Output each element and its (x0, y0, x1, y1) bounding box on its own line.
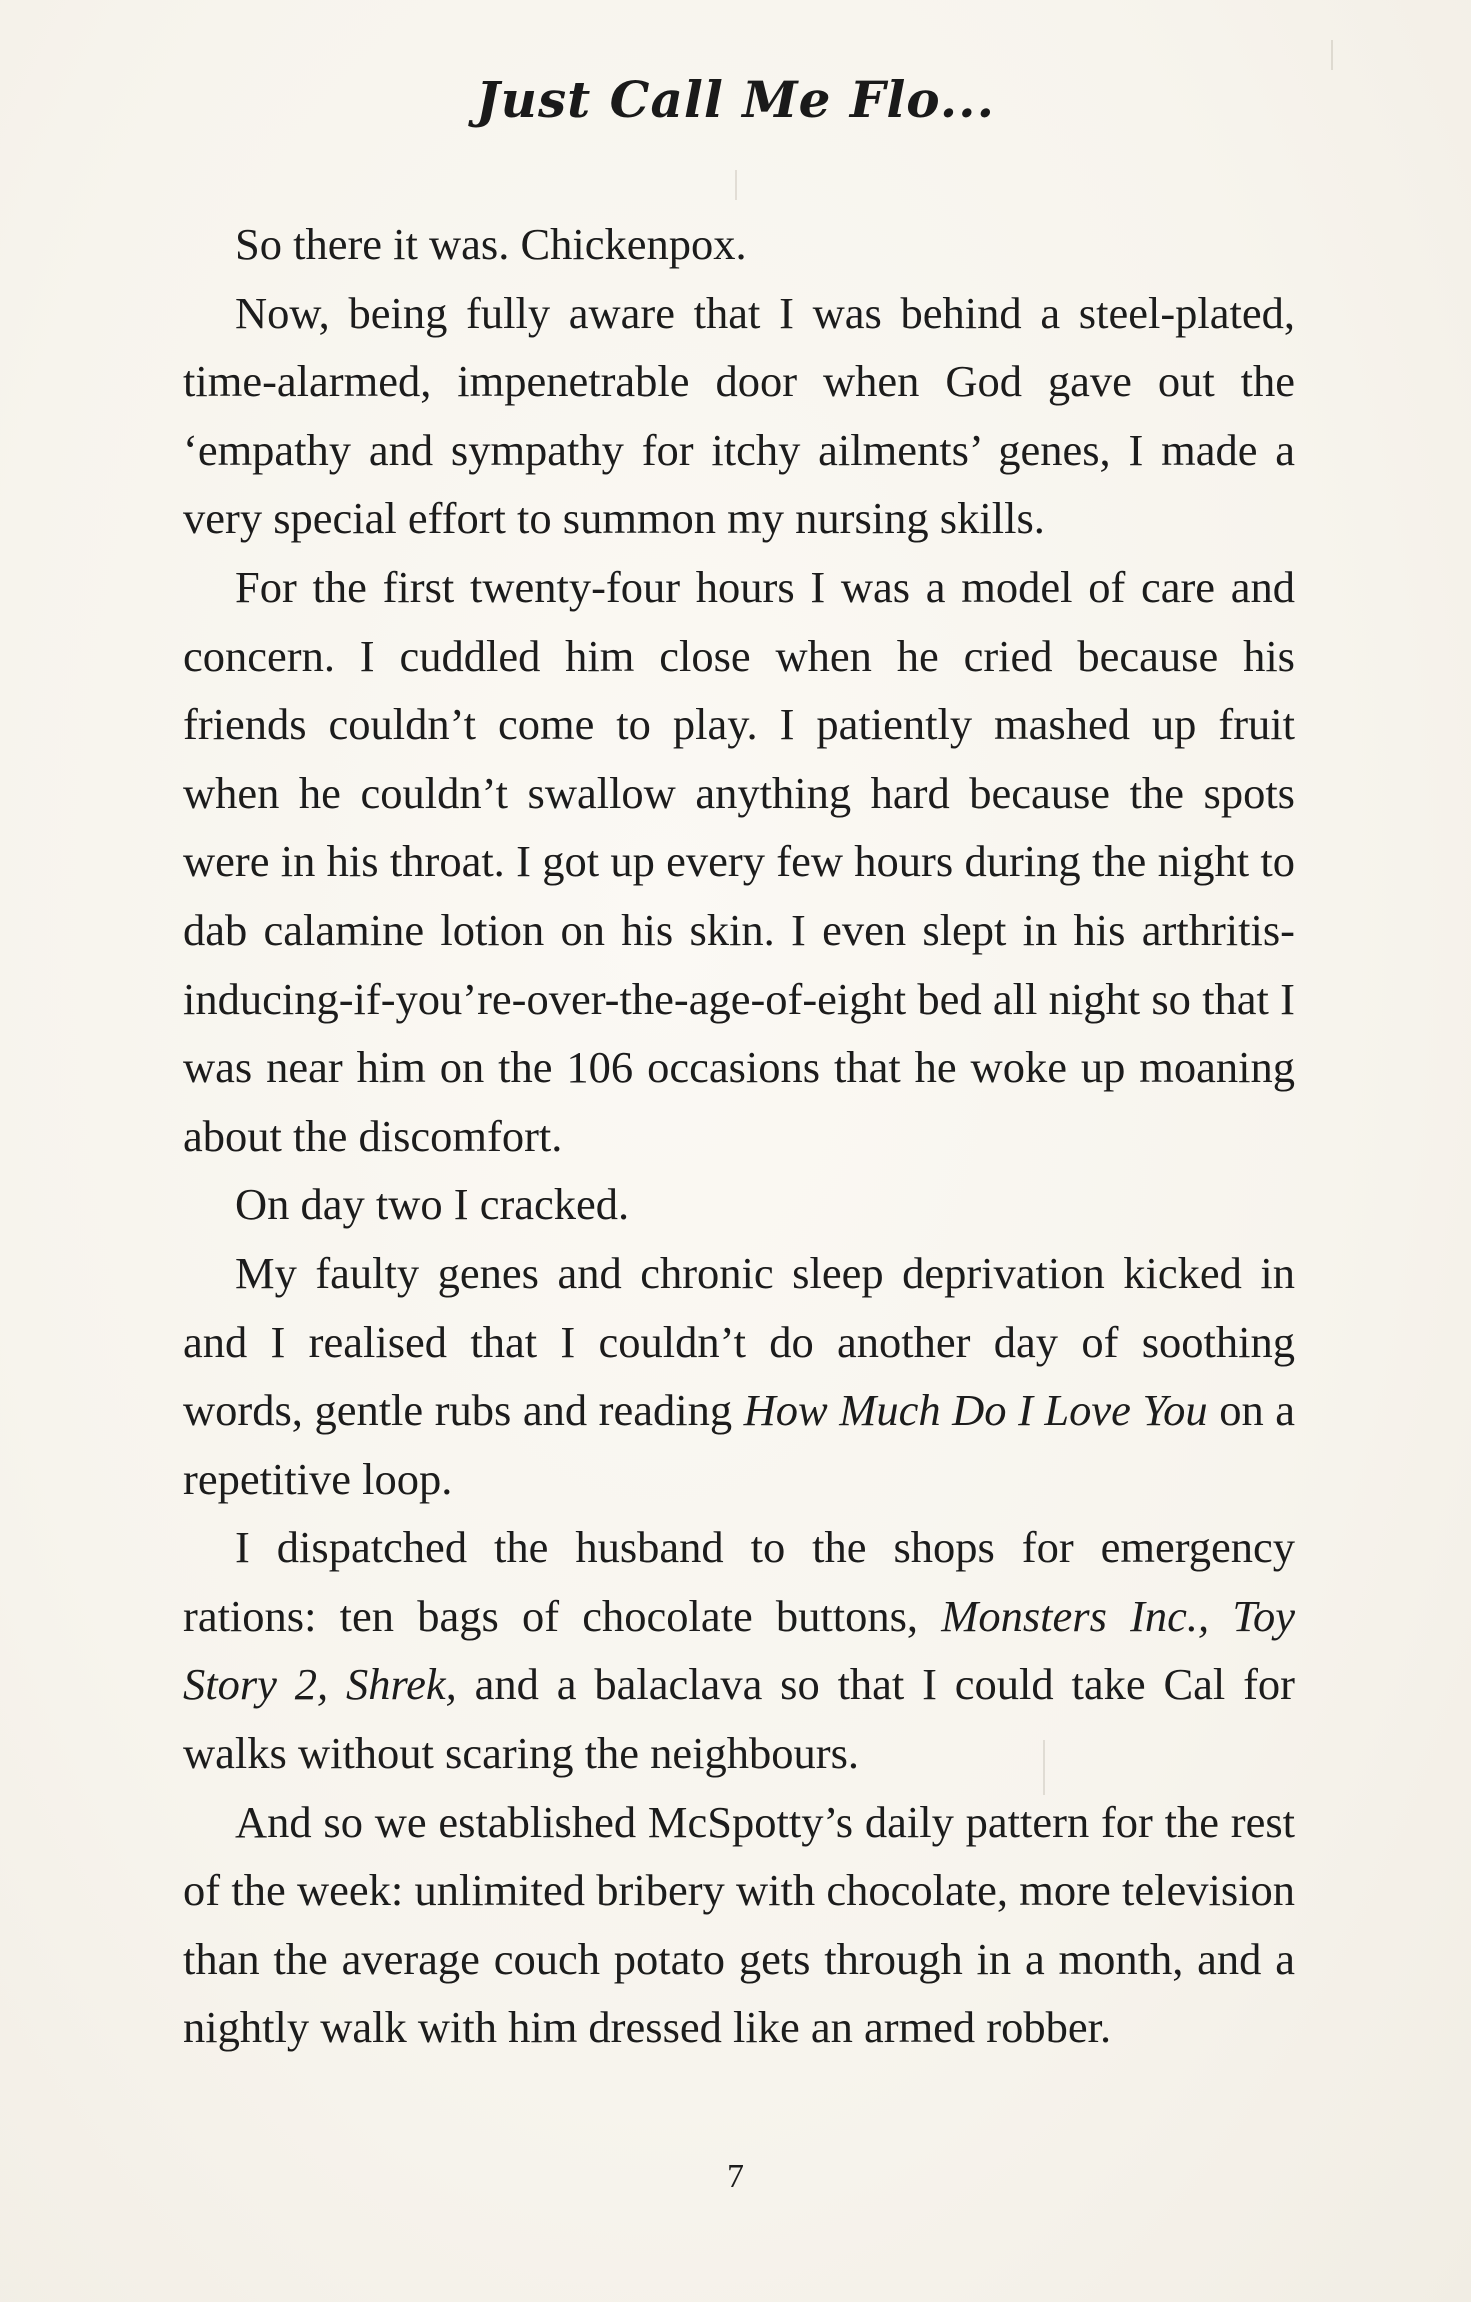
paragraph (183, 1513, 1295, 1787)
paragraph (183, 1788, 1295, 2062)
text-run: and a balaclava so that I could take Cal for walks without scaring the neighbours. (183, 1659, 1295, 1779)
text-run: My faulty genes and chronic sleep deprivation kicked in and I realised that I couldn’t do another day of soothing words, gentle rubs and reading (183, 1247, 1295, 1436)
text-run: And so we established McSpotty’s daily pattern for the rest of the week: unlimited bribery with chocolate, more television than the average couch potato gets through in a month, and a nightly walk with him dressed like an armed robber. (183, 1796, 1295, 2053)
paragraph (183, 553, 1295, 1170)
text-run: On day two I cracked. (235, 1179, 630, 1230)
scan-crease-mark (735, 170, 737, 200)
paragraph (183, 279, 1295, 553)
italic-title: Monsters Inc., Toy Story 2, Shrek, (183, 1590, 1295, 1710)
text-run: on a repetitive loop. (183, 1385, 1295, 1504)
page-number: 7 (727, 2158, 744, 2195)
text-run: I dispatched the husband to the shops for emergency rations: ten bags of chocolate buttons, (183, 1522, 1295, 1641)
paragraph (183, 1239, 1295, 1513)
text-run: Now, being fully aware that I was behind a steel-plated, time-alarmed, impenetrable door when God gave out the ‘empathy and sympathy for itchy ailments’ genes, I made a very special effort to summon my nursing skills. (183, 287, 1295, 544)
paragraph (183, 210, 1295, 279)
italic-title: How Much Do I Love You (743, 1385, 1208, 1436)
scan-crease-mark (1331, 40, 1333, 70)
text-run: For the first twenty-four hours I was a model of care and concern. I cuddled him close when he cried because his friends couldn’t come to play. I patiently mashed up fruit when he couldn’t swallow anything hard because the spots were in his throat. I got up every few hours during the night to dab calamine lotion on his skin. I even slept in his arthritis-inducing-if-you’re-over-the-age-of-eight bed all night so that I was near him on the 106 occasions that he woke up moaning about the discomfort. (183, 561, 1295, 1161)
body-text (183, 210, 1295, 2062)
scan-crease-mark (1043, 1740, 1045, 1795)
running-head: Just Call Me Flo... (476, 70, 995, 129)
text-run: So there it was. Chickenpox. (235, 219, 747, 269)
paragraph (183, 1170, 1295, 1239)
